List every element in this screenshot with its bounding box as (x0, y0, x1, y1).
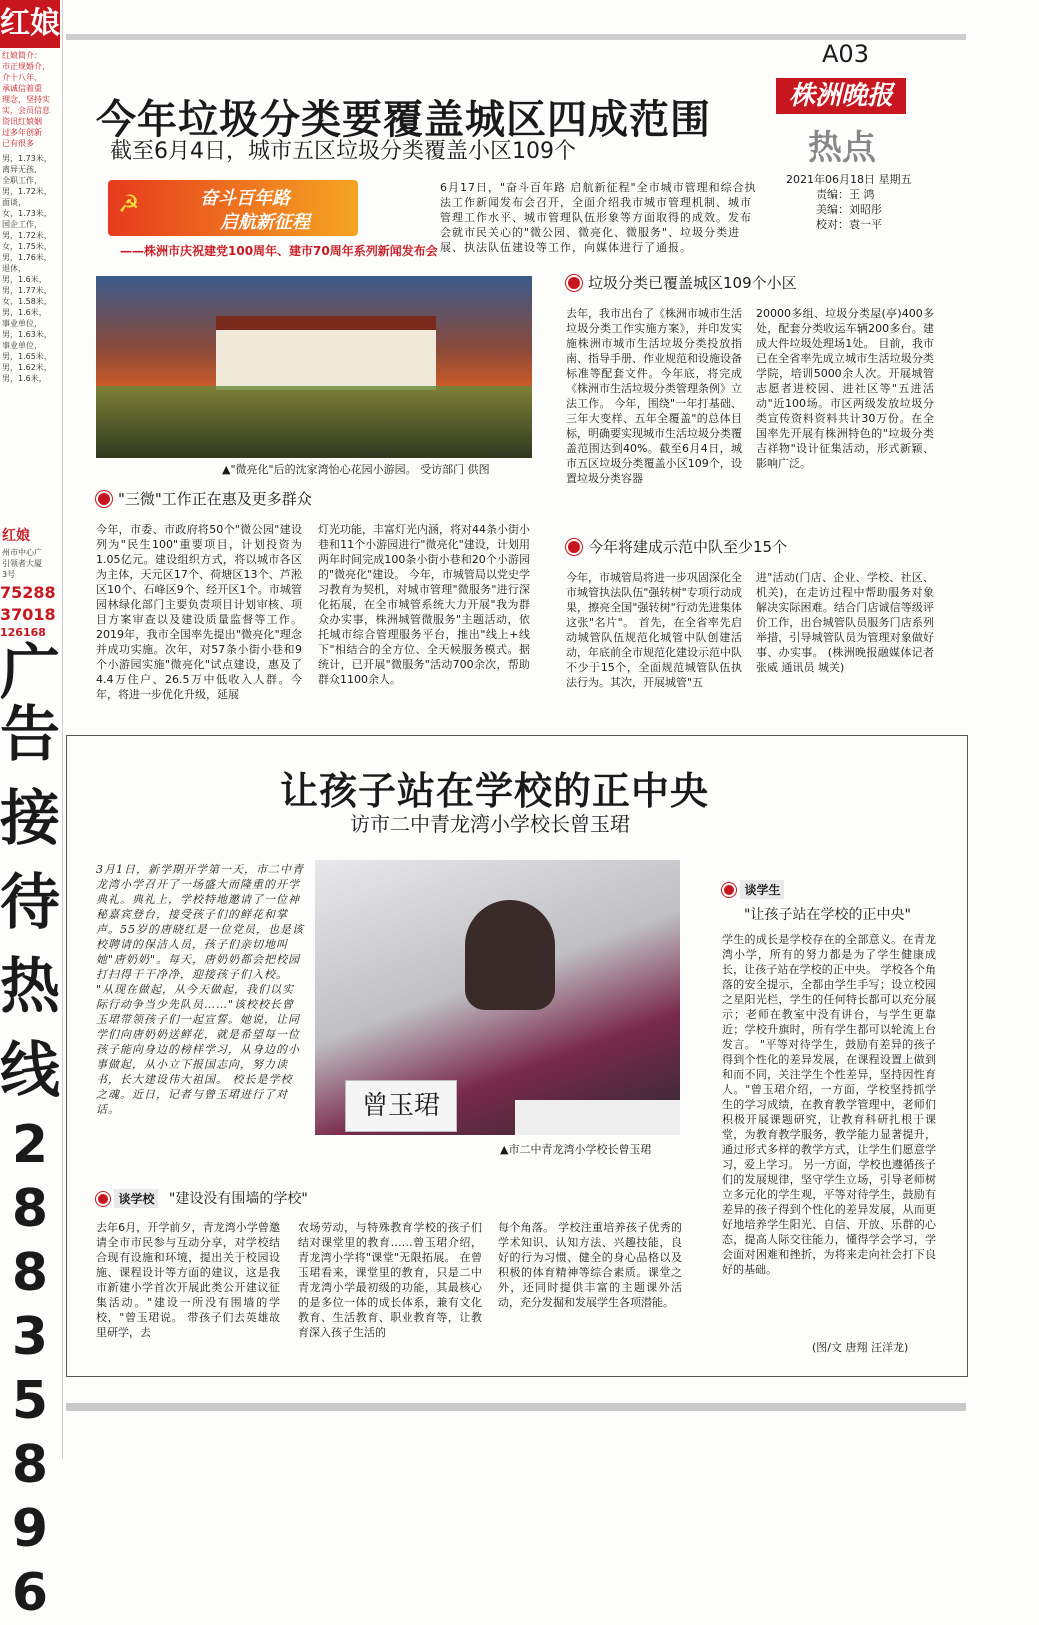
person-shape (465, 900, 555, 1010)
proofreader: 校对：袁一平 (816, 218, 882, 231)
ad-hotline-char: 接 (0, 784, 60, 854)
intro-line: 红娘简介： (2, 51, 42, 60)
ad-hotline-char: 热 (0, 952, 60, 1022)
ad-hotline-digit: 9 (11, 1499, 49, 1559)
entry: 事业单位， (2, 319, 42, 328)
entry: 退休， (2, 264, 26, 273)
entry: 离异无孩， (2, 165, 42, 174)
article2-intro: 3月1日，新学期开学第一天，市二中青龙湾小学召开了一场盛大而隆重的开学典礼。典礼上，学校特地邀请了一位神秘嘉宾登台，接受孩子们的鲜花和掌声。55岁的唐晓红是一位党员，也是该校聘请的保洁人员，孩子们亲切地叫她"唐奶奶"。每天，唐奶奶都会把校园打扫得干干净净，迎接孩子们入校。 "从现在做起，从今天做起，我们以实际行动争当少先队员……"该校校长曾玉珺带领孩子们一起宣誓。她说，让同学们向唐奶奶送鲜花，就是希望每一位孩子能向身边的榜样学习，从身边的小事做起，从小立下报国志向，努力读书，长大建设伟大祖国。 校长是学校之魂。近日，记者与曾玉珺进行了对话。 (96, 863, 304, 1116)
entry: 男，1.6米， (2, 275, 47, 284)
article1-intro: 6月17日，"奋斗百年路 启航新征程"全市城市管理和综合执法工作新闻发布会召开，全面介绍我市城市管理机制、城市管理工作水平、城市管理队伍形象等方面取得的成效。发布会就市民关心的"微公园、微亮化、微服务"、垃圾分类进展、执法队伍建设等工作，向媒体进行了通报。 (440, 181, 757, 254)
address-line: 引领者大厦 (2, 559, 42, 568)
article2-school-col1: 去年6月，开学前夕，青龙湾小学曾邀请全市市民参与互动分享，对学校结合现有设施和环境，提出关于校园设施、课程设计等方面的建议，这是我市新建小学首次开展此类公开建议征集活动。"建设一所没有围墙的学校，"曾玉珺说。 带孩子们去英雄故里研学，去 (96, 1221, 280, 1339)
subhead-text: "三微"工作正在惠及更多群众 (118, 490, 312, 508)
entry: 女，1.73米， (2, 209, 52, 218)
issue-date: 2021年06月18日 星期五 (786, 173, 912, 186)
address-line: 州市中心广 (2, 548, 42, 557)
entry: 女，1.58米， (2, 297, 52, 306)
left-strip-intro (0, 48, 60, 151)
entry: 面谈， (2, 198, 26, 207)
bullet-dot-icon (96, 491, 112, 507)
ad-hotline-digit: 8 (11, 1435, 49, 1495)
ad-hotline-digit: 2 (11, 1115, 49, 1175)
entry: 男，1.73米， (2, 154, 52, 163)
article1-sub2-col2: 20000多组、垃圾分类屋(亭)400多处，配套分类收运车辆200多台。建成大件垃圾处理场1处。 目前，我市已在全省率先成立城市生活垃圾分类学院，培训5000余人次。开展城管志愿者进校园、进社区等"五进活动"近100场。市区两级发放垃圾分类宣传资料资料共计30万份。在全国率先开展有株洲特色的"垃圾分类吉祥物"设计征集活动，形式新颖、影响广泛。 (756, 307, 934, 470)
bullet-dot-icon (96, 1192, 110, 1206)
article2-subtitle: 访市二中青龙湾小学校长曾玉珺 (350, 812, 630, 836)
intro-line: 已有很多 (2, 139, 34, 148)
bullet-dot-icon (566, 275, 582, 291)
entry: 男，1.6米， (2, 374, 47, 383)
intro-line: 承诚信着重 (2, 84, 42, 93)
tag-student: 谈学生 (740, 880, 784, 899)
party-emblem-icon: ☭ (118, 190, 140, 218)
banner-caption: ——株洲市庆祝建党100周年、建市70周年系列新闻发布会 (120, 244, 438, 258)
entry: 男，1.76米， (2, 253, 52, 262)
nameplate: 曾玉珺 (345, 1080, 457, 1132)
entry: 全职工作， (2, 176, 42, 185)
ad-hotline-digit: 8 (11, 1243, 49, 1303)
article1-sub3-col1: 今年，市城管局将进一步巩固深化全市城管执法队伍"强转树"专项行动成果，擦亮全国"强转树"行动先进集体这张"名片"。 首先，在全省率先启动城管队伍规范化城管中队创建活动，年底前全市规范化建设示范中队不少于15个，全面规范城管队伍执法行为。其次，开展城管"五 (566, 571, 742, 689)
intro-line: 过多年创新 (2, 128, 42, 137)
subhead-demo-squad (566, 536, 787, 557)
ad-hotline-char: 广 (0, 638, 60, 708)
ad-hotline-digit: 5 (11, 1371, 49, 1431)
subhead-text: 今年将建成示范中队至少15个 (588, 538, 788, 556)
left-divider (62, 0, 63, 1459)
article1-sub1-col2: 灯光功能，丰富灯光内涵，将对44条小街小巷和11个小游园进行"微亮化"建设，计划用两年时间完成100条小街小巷和20个小游园的"微亮化"建设。 今年，市城管局以党史学习教育为契机，对城市管理"微服务"进行深化拓展，在全市城管系统大力开展"我为群众办实事，株洲城管微服务"主题活动，依托城市综合管理服务平台，推出"线上+线下"相结合的全方位、全天候服务模式。据统计，已开展"微服务"活动700余次，帮助群众1100余人。 (318, 523, 530, 686)
left-strip-address (0, 545, 60, 582)
bullet-dot-icon (566, 539, 582, 555)
ad-hotline-char: 待 (0, 868, 60, 938)
designer: 美编：刘昭彤 (816, 203, 882, 216)
principal-photo-caption: ▲市二中青龙湾小学校长曾玉珺 (500, 1143, 652, 1156)
entry: 事业单位， (2, 341, 42, 350)
article2-student-body: 学生的成长是学校存在的全部意义。在青龙湾小学，所有的努力都是为了学生健康成长，让孩子站在学校的正中央。 学校各个角落的安全提示，全都由学生手写；设立校园之星阳光栏，学生的任何特长都可以充分展示；老师在教室中没有讲台，与学生更靠近；学校升旗时，所有学生都可以轮流上台发言。 "平等对待学生，鼓励有差异的孩子得到个性化的差异发展，在课程设置上做到和而不同，关注学生个性差异，坚持因性育人。"曾玉珺介绍，一方面，学校坚持抓学生的学习成绩，在教育教学管理中，老师们积极开展课题研究，让教育科研扎根于课堂，为教育教学服务，教学能力显著提升，通过形式多样的教学方式，让学生们愿意学习，爱上学习。 另一方面，学校也遵循孩子们的发展规律，坚守学生立场，引导老师树立多元化的学生观，平等对待学生，鼓励有差异的孩子得到个性化的差异发展，从而更好地培养学生阳光、自信、开放、乐群的心态，提高人际交往能力，懂得学会学习，学会面对困难和挫折，为将来走向社会打下良好的基础。 (722, 933, 936, 1276)
entry: 男，1.62米， (2, 363, 52, 372)
intro-line: 理念，坚持实 (2, 95, 50, 104)
banner-line2: 启航新征程 (220, 212, 310, 233)
ad-hotline-char: 线 (0, 1036, 60, 1106)
ad-hotline-digit: 6 (11, 1563, 49, 1623)
entry: 男，1.72米， (2, 187, 52, 196)
article1-sub2-col1: 去年，我市出台了《株洲市城市生活垃圾分类工作实施方案》，并印发实施株洲市城市生活垃圾分类投放指南、指导手册、作业规范和设施设备标准等配套文件。今年底，将完成《株洲市生活垃圾分类管理条例》立法工作。 今年，围绕"一年打基础、三年大变样、五年全覆盖"的总体目标，明确要实现城市生活垃圾分类覆盖范围达到40%。截至6月4日，城市五区垃圾分类覆盖小区109个，设置垃圾分类容器 (566, 307, 742, 485)
paper-logo: 株洲晚报 (776, 78, 906, 114)
intro-line: 实，会员信息 (2, 106, 50, 115)
intro-line: 资讯红娘姻 (2, 117, 42, 126)
subhead-text: 垃圾分类已覆盖城区109个小区 (588, 274, 797, 292)
masthead-meta (786, 172, 912, 232)
article1-sub1-col1: 今年，市委、市政府将50个"微公园"建设列为"民生100"重要项目，计划投资为1.05亿元。建设组织方式，将以城市各区为主体，天元区17个、荷塘区13个、芦淞区10个、石峰区9个、经开区1个。市城管园林绿化部门主要负责项目计划审核、项目方案审查以及建设质量监督等工作。 2019年，我市全国率先提出"微亮化"理念并成功实施。次年，对57条小街小巷和9个小游园实施"微亮化"试点建设，惠及了4.4万住户、26.5万中低收入人群。今年，将进一步优化升级，延展 (96, 523, 302, 701)
subhead-three-micro (96, 488, 312, 509)
address-line: 3号 (2, 570, 16, 579)
banner-line1: 奋斗百年路 (200, 188, 290, 209)
page-number: A03 (822, 40, 869, 68)
intro-line: 介十八年， (2, 73, 42, 82)
tag-school-heading (96, 1188, 308, 1208)
left-strip-phone: 37018 (0, 605, 56, 624)
garden-photo-caption: ▲"微亮化"后的沈家湾怡心花园小游园。 受访部门 供图 (222, 463, 490, 476)
article2-byline: (图/文 唐翔 汪洋龙) (812, 1341, 909, 1354)
garden-photo (96, 276, 532, 458)
editor: 责编：王 鸿 (816, 188, 875, 201)
article2-school-col3: 每个角落。 学校注重培养孩子优秀的学术知识、认知方法、兴趣技能，良好的行为习惯、健全的身心品格以及积极的体育精神等综合素质。课堂之外，还同时提供丰富的主题课外活动，充分发掘和发展学生各项潜能。 (498, 1221, 682, 1309)
tag-student-heading (722, 880, 790, 899)
left-strip-phone: 126168 (0, 626, 46, 639)
pavilion-shape (216, 316, 436, 390)
entry: 男，1.65米， (2, 352, 52, 361)
left-ad-strip (0, 0, 60, 1623)
entry: 男，1.77米， (2, 286, 52, 295)
desk-papers-shape (515, 1100, 680, 1135)
article2-school-col2: 农场劳动，与特殊教育学校的孩子们结对课堂里的教育……曾玉珺介绍，青龙湾小学将"课堂"无限拓展。 在曾玉珺看来，课堂里的教育，只是二中青龙湾小学最初级的功能，其最核心的是多位一体的成长体系，兼有文化教育、生活教育、职业教育等，让教育深入孩子生活的 (298, 1221, 482, 1339)
entry: 男，1.63米， (2, 330, 52, 339)
article1-title: 今年垃圾分类要覆盖城区四成范围 (96, 97, 711, 143)
pond-shape (96, 386, 532, 458)
entry: 男，1.6米， (2, 308, 47, 317)
article2-title: 让孩子站在学校的正中央 (280, 769, 710, 813)
entry: 国企工作， (2, 220, 42, 229)
ad-hotline-digit: 3 (11, 1307, 49, 1367)
tag-school-title: "建设没有围墙的学校" (168, 1191, 308, 1207)
entry: 男，1.72米， (2, 231, 52, 240)
left-strip-phone: 75288 (0, 583, 56, 602)
bullet-dot-icon (722, 883, 736, 897)
tag-school: 谈学校 (114, 1189, 158, 1208)
article1-subtitle: 截至6月4日，城市五区垃圾分类覆盖小区109个 (110, 139, 576, 164)
left-strip-header: 红娘 (0, 0, 60, 48)
section-name: 热点 (808, 128, 876, 168)
subhead-garbage (566, 272, 797, 293)
intro-line: 市正规婚介， (2, 62, 50, 71)
left-strip-entries (0, 151, 60, 525)
article1-sub3-col2: 进"活动(门店、企业、学校、社区、机关)，在走访过程中帮助服务对象解决实际困难。结合门店诚信等级评价工作，出台城管队员服务门店系列举措，引导城管队员为管理对象做好事、办实事。 (株洲晚报融媒体记者 张威 通讯员 城关) (756, 571, 934, 674)
tag-student-title: "让孩子站在学校的正中央" (744, 907, 911, 923)
news-banner (108, 180, 358, 236)
entry: 女，1.75米， (2, 242, 52, 251)
ad-hotline-char: 告 (0, 700, 60, 770)
ad-hotline-digit: 8 (11, 1179, 49, 1239)
left-strip-name: 红娘 (2, 528, 30, 544)
bottom-rule (66, 1403, 966, 1411)
